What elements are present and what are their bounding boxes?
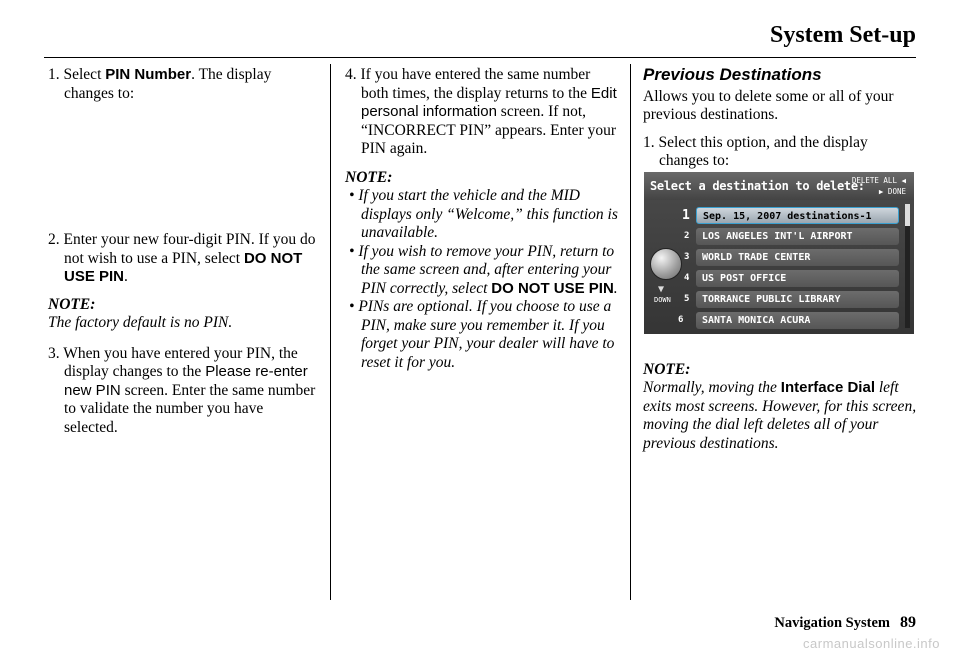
column-divider	[630, 64, 631, 600]
step-2: 2. Enter your new four-digit PIN. If you do not wish to use a PIN, select DO NOT USE PIN.	[48, 231, 316, 285]
title-rule	[44, 57, 916, 58]
note-bullet: • PINs are optional. If you choose to use a PIN, make sure you remember it. If you forget your PIN, your dealer will have to reset it for you.	[349, 298, 615, 371]
destination-row: LOS ANGELES INT'L AIRPORT	[696, 228, 899, 245]
column-1	[48, 66, 318, 437]
destination-row: Sep. 15, 2007 destinations-1	[696, 207, 899, 224]
step-1: 1. Select this option, and the display changes to:	[643, 133, 868, 169]
step-1: 1. Select PIN Number. The display changes to:	[48, 66, 272, 102]
column-2	[345, 66, 620, 372]
scroll-thumb	[905, 204, 910, 226]
delete-all-button: DELETE ALL ◀	[851, 176, 906, 185]
row-number: 4	[684, 273, 690, 283]
screen-title: Select a destination to delete:	[650, 179, 865, 193]
down-label: DOWN	[654, 296, 671, 304]
destination-row: SANTA MONICA ACURA	[696, 312, 899, 329]
row-number: 2	[684, 231, 690, 241]
destination-row: TORRANCE PUBLIC LIBRARY	[696, 291, 899, 308]
destination-row: WORLD TRADE CENTER	[696, 249, 899, 266]
note-heading: NOTE:	[48, 295, 96, 313]
intro-text: Allows you to delete some or all of your previous destinations.	[643, 87, 894, 123]
navigation-screen-image	[644, 172, 914, 334]
row-number: 5	[684, 294, 690, 304]
note-bullet: • If you start the vehicle and the MID displays only “Welcome,” this function is unavailable.	[349, 187, 618, 241]
screen-title-bar	[644, 172, 914, 200]
scrollbar	[905, 204, 910, 328]
section-heading: Previous Destinations	[643, 65, 822, 84]
watermark: carmanualsonline.info	[803, 636, 940, 651]
done-button: ▶ DONE	[878, 187, 906, 196]
column-divider	[330, 64, 331, 600]
row-number: 6	[678, 315, 684, 325]
step-3: 3. When you have entered your PIN, the display changes to the Please re-enter new PIN screen. Enter the same number to validate the number you have selected.	[48, 344, 316, 436]
note-heading: NOTE:	[345, 168, 393, 186]
page-number: 89	[900, 614, 916, 631]
page-title: System Set-up	[769, 22, 916, 48]
interface-dial-icon	[650, 248, 682, 280]
row-number: 1	[682, 208, 690, 223]
note-text: Normally, moving the Interface Dial left exits most screens. However, for this screen, moving the dial left deletes all of your previous destinations.	[643, 379, 917, 452]
note-text: The factory default is no PIN.	[48, 314, 233, 331]
note-bullet: • If you wish to remove your PIN, return to the same screen and, after entering your PIN correctly, select DO NOT USE PIN.	[349, 242, 618, 297]
down-arrow-icon: ▼	[658, 284, 665, 295]
row-number: 3	[684, 252, 690, 262]
note-heading: NOTE:	[643, 360, 691, 378]
footer-label: Navigation System	[774, 615, 890, 631]
footer	[774, 614, 916, 632]
destination-row: US POST OFFICE	[696, 270, 899, 287]
step-4: 4. If you have entered the same number both times, the display returns to the Edit personal information screen. If not, “INCORRECT PIN” appears. Enter your PIN again.	[345, 66, 617, 157]
